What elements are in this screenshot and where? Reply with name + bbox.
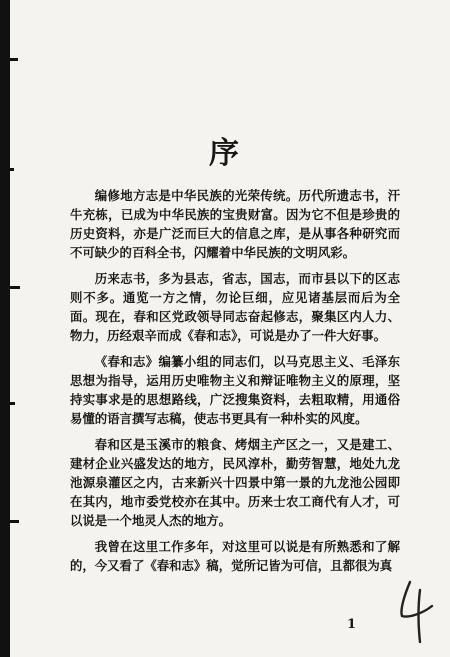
paragraph: 《春和志》编纂小组的同志们，以马克思主义、毛泽东思想为指导，运用历史唯物主义和辩证唯物主义的原理，坚持实事求是的思想路线，广泛搜集资料，去粗取精，用通俗易懂的语言撰写志稿，使志书更具有一种朴实的风度。 <box>70 354 400 426</box>
page-number: 1 <box>347 617 357 632</box>
paragraph: 历来志书，多为县志，省志，国志，而市县以下的区志则不多。通览一方之情，勿论巨细，应见诸基层而后为全面。现在，春和区党政领导同志奋起修志，聚集区内人力、物力，历经艰辛而成《春和志》，可说是办了一件大好事。 <box>70 271 400 343</box>
paragraph: 编修地方志是中华民族的光荣传统。历代所遗志书，汗牛充栋，已成为中华民族的宝贵财富。因为它不但是珍贵的历史资料，亦是广泛而巨大的信息之库，是从事各种研究而不可缺少的百科全书，闪耀着中华民族的文明风彩。 <box>70 188 400 260</box>
binding-tick <box>0 58 18 61</box>
binding-edge <box>0 0 10 657</box>
binding-tick <box>0 520 19 523</box>
body-text <box>70 186 400 582</box>
handwritten-mark <box>396 576 438 646</box>
binding-tick <box>0 286 20 289</box>
page-title: 序 <box>209 136 241 171</box>
paragraph: 春和区是玉溪市的粮食、烤烟主产区之一，又是建工、建材企业兴盛发达的地方，民风淳朴，勤劳智慧，地处九龙池源泉灌区之内，古来新兴十四景中第一景的九龙池公园即在其内，地市委党校亦在其中。历来士农工商代有人才，可以说是一个地灵人杰的地方。 <box>70 437 400 528</box>
binding-tick <box>0 402 15 405</box>
paragraph: 我曾在这里工作多年，对这里可以说是有所熟悉和了解的，今又看了《春和志》稿，觉所记皆为可信，且都很为真 <box>70 539 400 573</box>
